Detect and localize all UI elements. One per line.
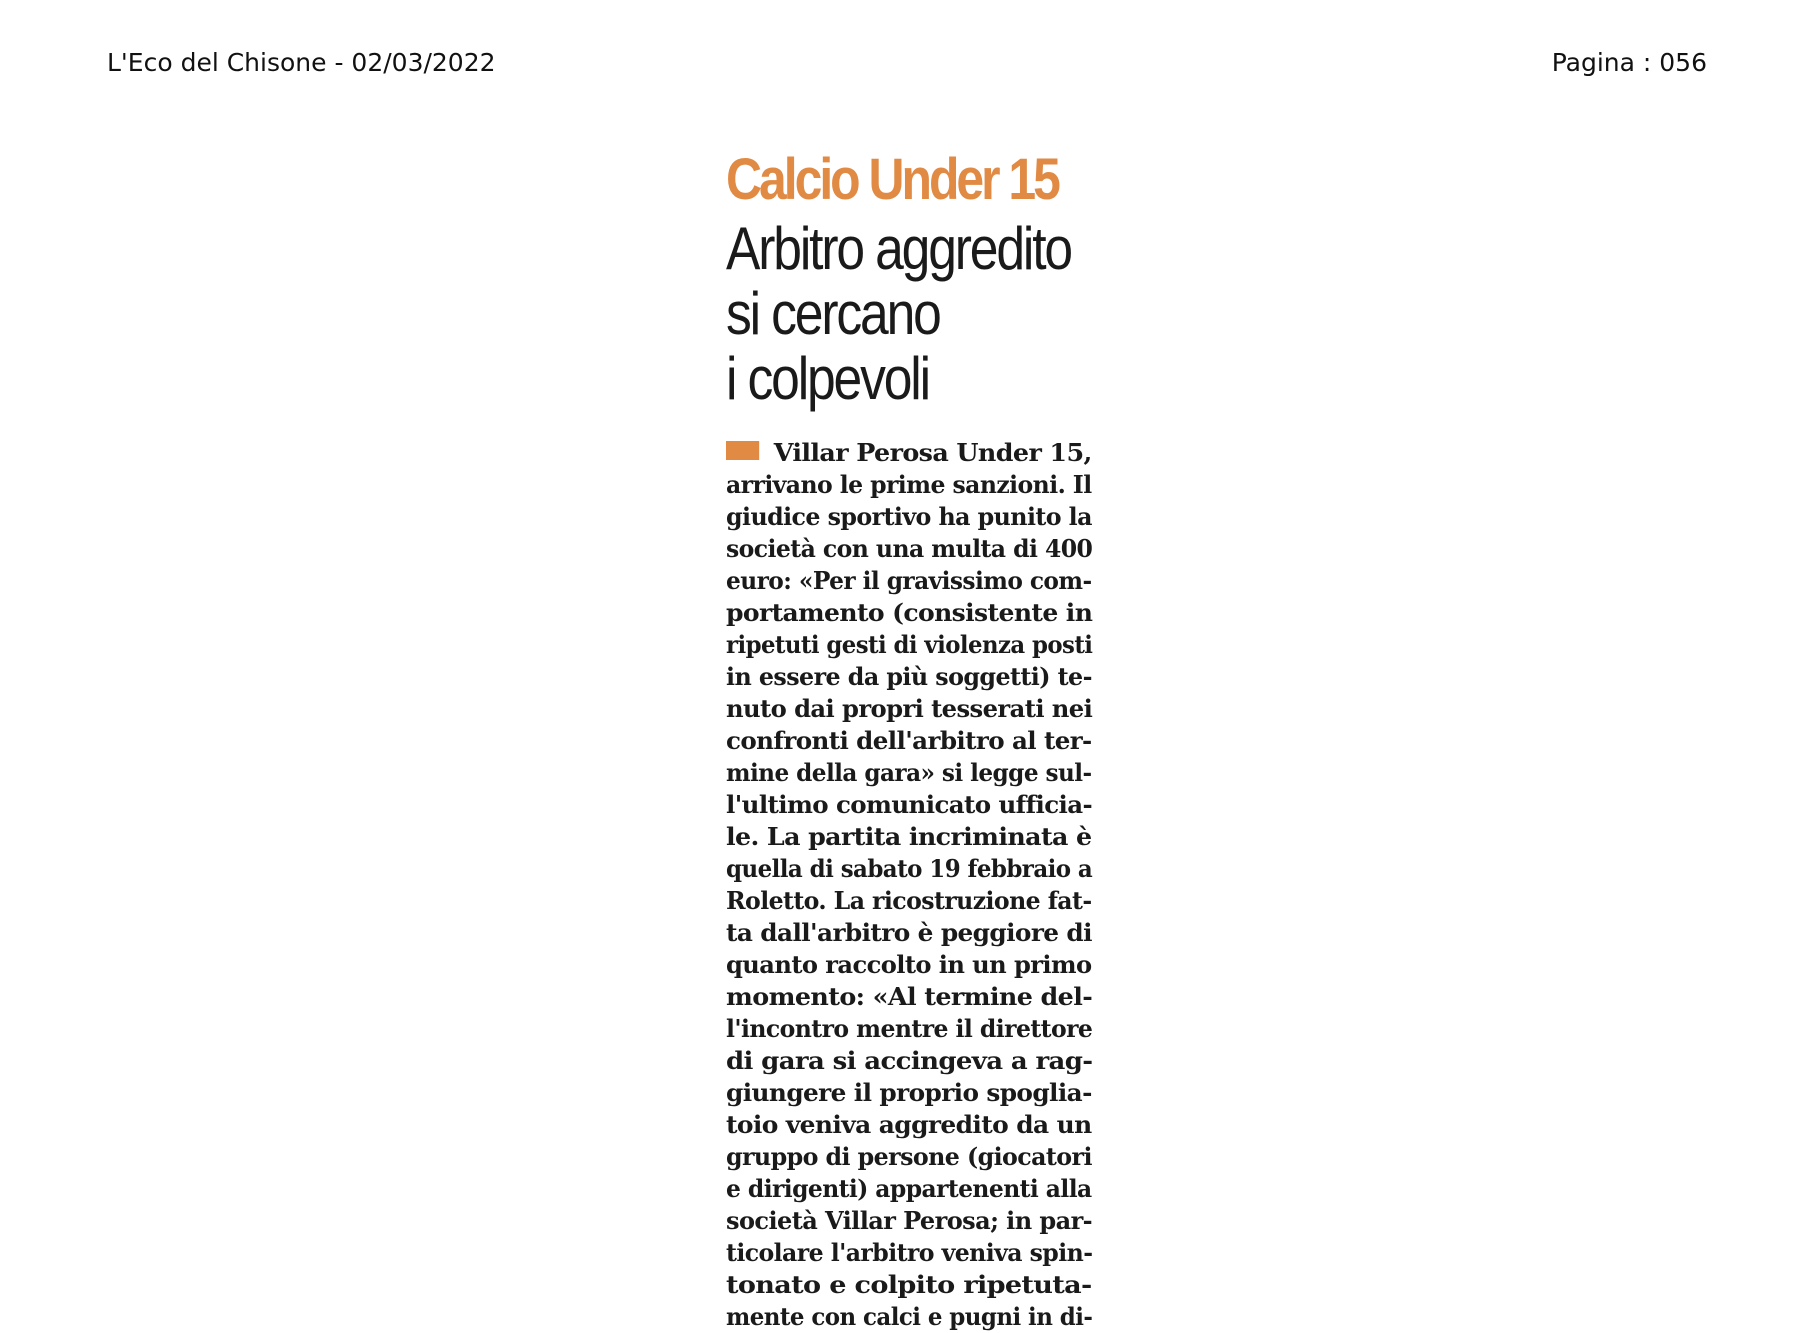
body-line: arrivano le prime sanzioni. Il bbox=[726, 470, 1092, 499]
body-line: mine della gara» si legge sul- bbox=[726, 758, 1092, 787]
body-line: società Villar Perosa; in par- bbox=[726, 1206, 1093, 1235]
body-line: euro: «Per il gravissimo com- bbox=[726, 566, 1092, 595]
body-line: quanto raccolto in un primo bbox=[726, 950, 1092, 979]
body-line: giungere il proprio spoglia- bbox=[726, 1078, 1092, 1107]
body-line: e dirigenti) appartenenti alla bbox=[726, 1174, 1092, 1203]
page-number: Pagina : 056 bbox=[1551, 48, 1707, 77]
body-line bbox=[726, 437, 1105, 469]
body-line: mente con calci e pugni in di- bbox=[726, 1302, 1093, 1331]
body-line: quella di sabato 19 febbraio a bbox=[726, 854, 1093, 883]
body-line: di gara si accingeva a rag- bbox=[726, 1046, 1093, 1075]
body-line: toio veniva aggredito da un bbox=[726, 1110, 1092, 1139]
headline-line: si cercano bbox=[726, 280, 940, 347]
body-line: tonato e colpito ripetuta- bbox=[726, 1270, 1092, 1299]
article bbox=[726, 147, 1093, 1333]
headline-line: Arbitro aggredito bbox=[726, 215, 1071, 282]
body-line: gruppo di persone (giocatori bbox=[726, 1142, 1092, 1171]
section-marker-icon bbox=[726, 441, 759, 460]
body-line: momento: «Al termine del- bbox=[726, 982, 1093, 1011]
body-line: ripetuti gesti di violenza posti bbox=[726, 630, 1093, 659]
body-line: confronti dell'arbitro al ter- bbox=[726, 726, 1092, 755]
body-line: l'ultimo comunicato ufficia- bbox=[726, 790, 1093, 819]
body-line-text: Villar Perosa Under 15, bbox=[773, 438, 1092, 467]
article-headline bbox=[726, 216, 1092, 411]
body-line: nuto dai propri tesserati nei bbox=[726, 694, 1093, 723]
body-line: portamento (consistente in bbox=[726, 598, 1093, 627]
body-line: ticolare l'arbitro veniva spin- bbox=[726, 1238, 1093, 1267]
source-date: L'Eco del Chisone - 02/03/2022 bbox=[107, 48, 496, 77]
body-line: le. La partita incriminata è bbox=[726, 822, 1092, 851]
body-line: giudice sportivo ha punito la bbox=[726, 502, 1092, 531]
body-line: in essere da più soggetti) te- bbox=[726, 662, 1092, 691]
body-line: l'incontro mentre il direttore bbox=[726, 1014, 1093, 1043]
body-line: società con una multa di 400 bbox=[726, 534, 1093, 563]
body-line: Roletto. La ricostruzione fat- bbox=[726, 886, 1092, 915]
body-line: ta dall'arbitro è peggiore di bbox=[726, 918, 1092, 947]
article-kicker: Calcio Under 15 bbox=[726, 147, 1058, 212]
article-body bbox=[726, 437, 1092, 1333]
headline-line: i colpevoli bbox=[726, 345, 929, 412]
